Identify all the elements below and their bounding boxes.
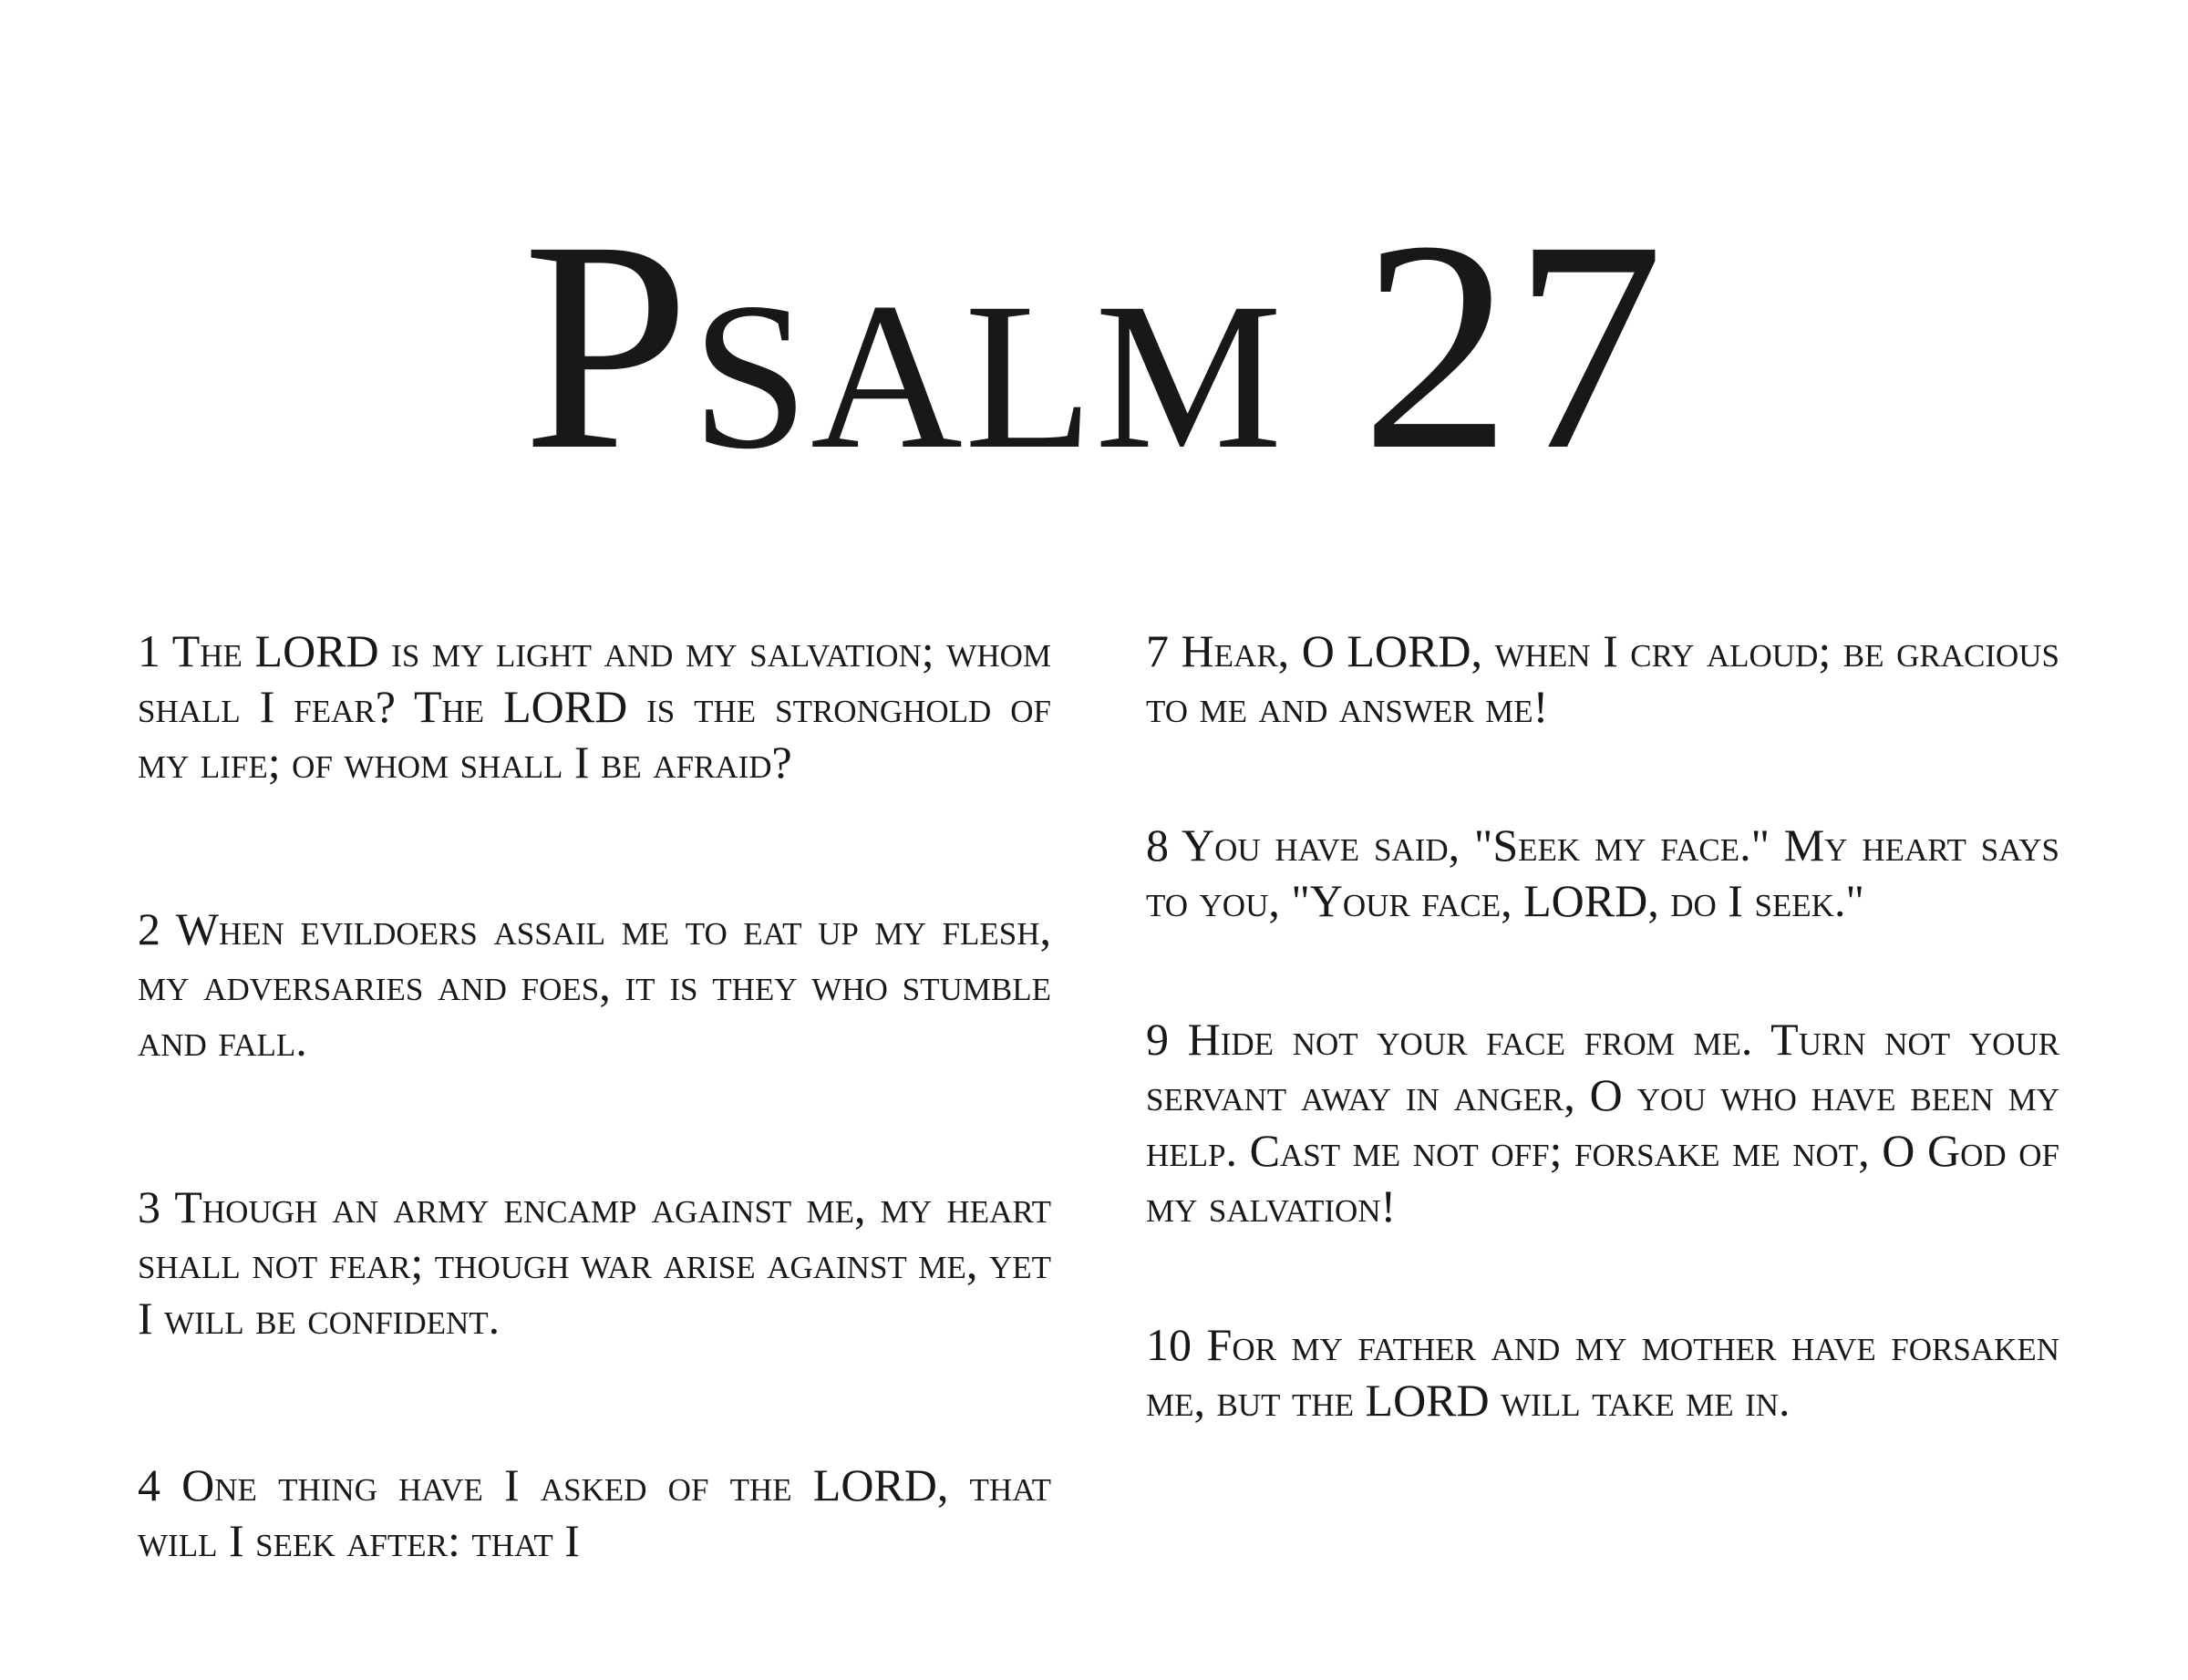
verse-8: 8 You have said, "Seek my face." My heart says to you, "Your face, LORD, do I seek." (1146, 819, 2059, 926)
verse-3: 3 Though an army encamp against me, my heart shall not fear; though war arise against me, yet I will be confident. (138, 1181, 1051, 1344)
left-column (138, 624, 1051, 1680)
verse-4: 4 One thing have I asked of the LORD, that will I seek after: that I (138, 1459, 1051, 1566)
verse-9: 9 Hide not your face from me. Turn not your servant away in anger, O you who have been my help. Cast me not off; forsake me not, O God of my salvation! (1146, 1014, 2059, 1232)
verse-7: 7 Hear, O LORD, when I cry aloud; be gracious to me and answer me! (1146, 625, 2059, 732)
verse-10: 10 For my father and my mother have forsaken me, but the LORD will take me in. (1146, 1319, 2059, 1426)
right-column (1146, 624, 2059, 1511)
verse-2: 2 When evildoers assail me to eat up my flesh, my adversaries and foes, it is they who stumble and fall. (138, 903, 1051, 1066)
verse-1: 1 The LORD is my light and my salvation; whom shall I fear? The LORD is the stronghold of my life; of whom shall I be afraid? (138, 625, 1051, 788)
page-title: Psalm 27 (522, 180, 1666, 512)
